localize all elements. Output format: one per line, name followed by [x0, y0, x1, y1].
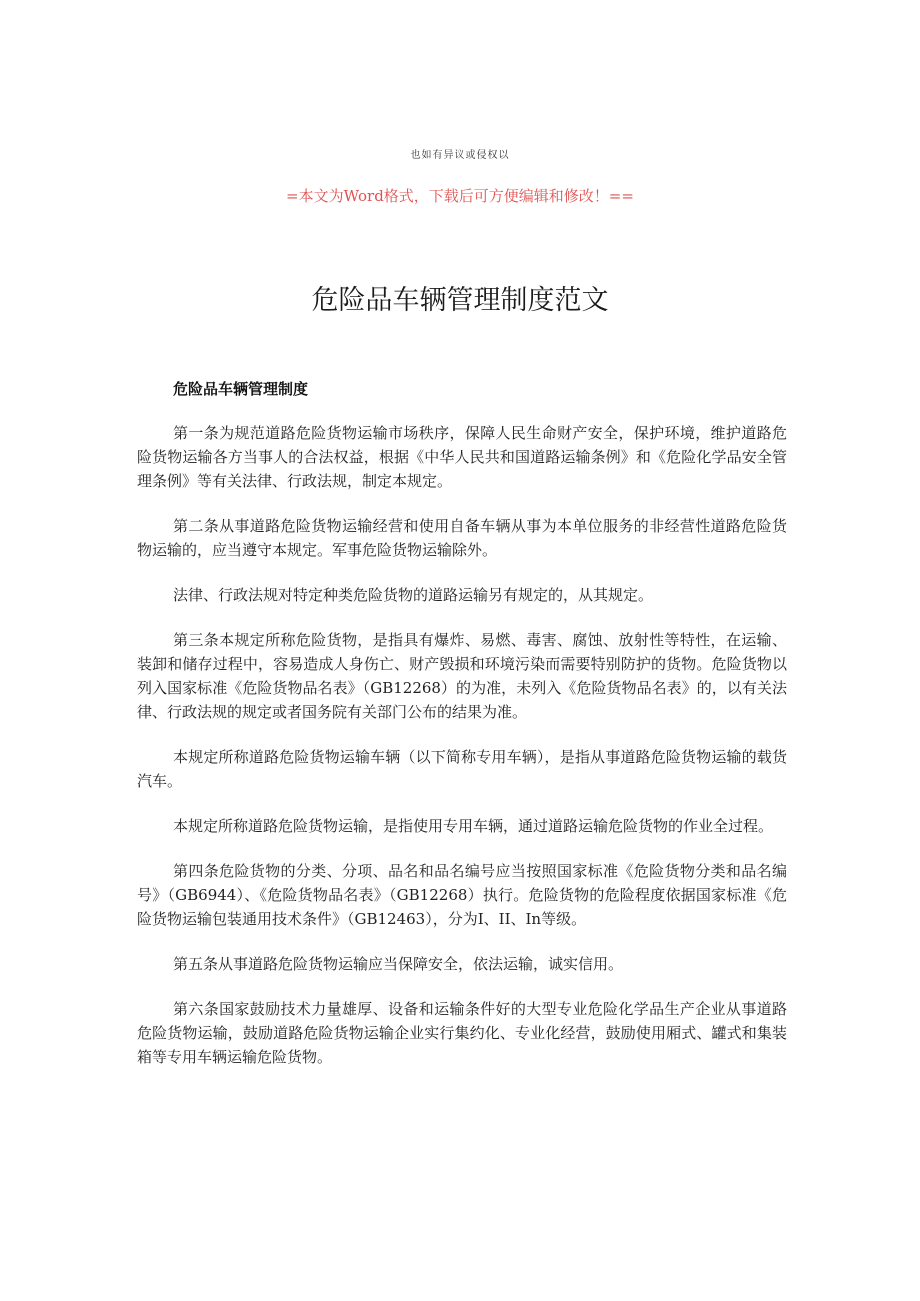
paragraph-article-3: 第三条本规定所称危险货物，是指具有爆炸、易燃、毒害、腐蚀、放射性等特性，在运输、装卸和储存过程中，容易造成人身伤亡、财产毁损和环境污染而需要特别防护的货物。危险货物以列入国家标准《危险货物品名表》（GB12268）的为准，未列入《危险货物品名表》的，以有关法律、行政法规的规定或者国务院有关部门公布的结果为准。 [137, 631, 787, 721]
paragraph-article-4: 第四条危险货物的分类、分项、品名和品名编号应当按照国家标准《危险货物分类和品名编号》（GB6944）、《危险货物品名表》（GB12268）执行。危险货物的危险程度依据国家标准《危险货物运输包装通用技术条件》（GB12463），分为I、II、In等级。 [137, 862, 787, 928]
paragraph-article-2: 第二条从事道路危险货物运输经营和使用自备车辆从事为本单位服务的非经营性道路危险货物运输的，应当遵守本规定。军事危险货物运输除外。 [137, 517, 787, 559]
section-heading: 危险品车辆管理制度 [173, 380, 309, 398]
paragraph-vehicle-definition: 本规定所称道路危险货物运输车辆（以下简称专用车辆），是指从事道路危险货物运输的载货汽车。 [137, 748, 787, 790]
header-note: 也如有异议或侵权以 [410, 150, 510, 161]
paragraph-article-5: 第五条从事道路危险货物运输应当保障安全，依法运输，诚实信用。 [173, 955, 624, 973]
paragraph-transport-definition: 本规定所称道路危险货物运输，是指使用专用车辆，通过道路运输危险货物的作业全过程。 [173, 817, 774, 835]
document-body [137, 377, 787, 1090]
paragraph-special-provisions: 法律、行政法规对特定种类危险货物的道路运输另有规定的，从其规定。 [173, 586, 654, 604]
word-format-notice: =本文为Word格式，下载后可方便编辑和修改！== [286, 187, 634, 205]
paragraph-article-6: 第六条国家鼓励技术力量雄厚、设备和运输条件好的大型专业危险化学品生产企业从事道路危险货物运输，鼓励道路危险货物运输企业实行集约化、专业化经营，鼓励使用厢式、罐式和集装箱等专用车辆运输危险货物。 [137, 1000, 787, 1066]
document-title: 危险品车辆管理制度范文 [311, 285, 609, 316]
paragraph-article-1: 第一条为规范道路危险货物运输市场秩序，保障人民生命财产安全，保护环境，维护道路危险货物运输各方当事人的合法权益，根据《中华人民共和国道路运输条例》和《危险化学品安全管理条例》等有关法律、行政法规，制定本规定。 [137, 424, 787, 490]
